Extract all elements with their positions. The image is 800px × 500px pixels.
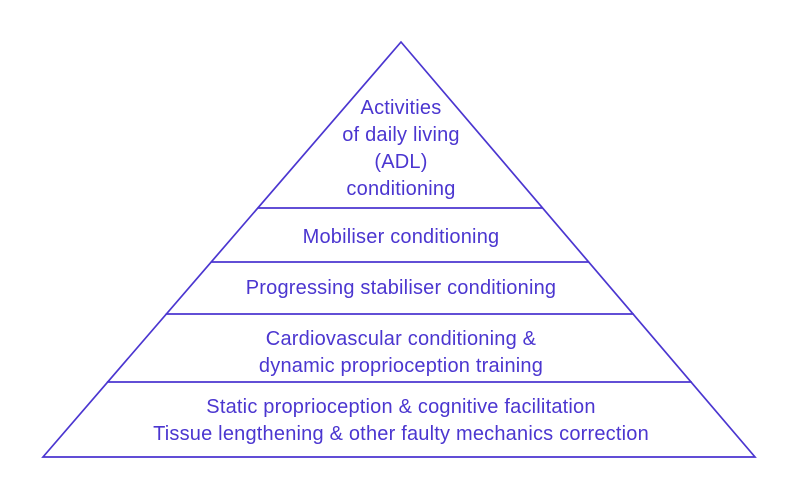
level-4-text-line-1: Cardiovascular conditioning & — [265, 328, 537, 350]
level-1-text-line-3: (ADL) — [374, 151, 428, 173]
level-3-text-line-1: Progressing stabiliser conditioning — [245, 277, 557, 299]
level-5-text-line-1: Static proprioception & cognitive facilitation — [206, 396, 596, 418]
level-1-text-line-4: conditioning — [346, 178, 456, 200]
level-2-text-line-1: Mobiliser conditioning — [302, 226, 500, 248]
level-1-text-line-1: Activities — [360, 97, 442, 119]
level-1-text-line-2: of daily living — [342, 124, 460, 146]
level-5-text-line-2: Tissue lengthening & other faulty mechanics correction — [153, 423, 649, 445]
level-4-text-line-2: dynamic proprioception training — [258, 355, 544, 377]
